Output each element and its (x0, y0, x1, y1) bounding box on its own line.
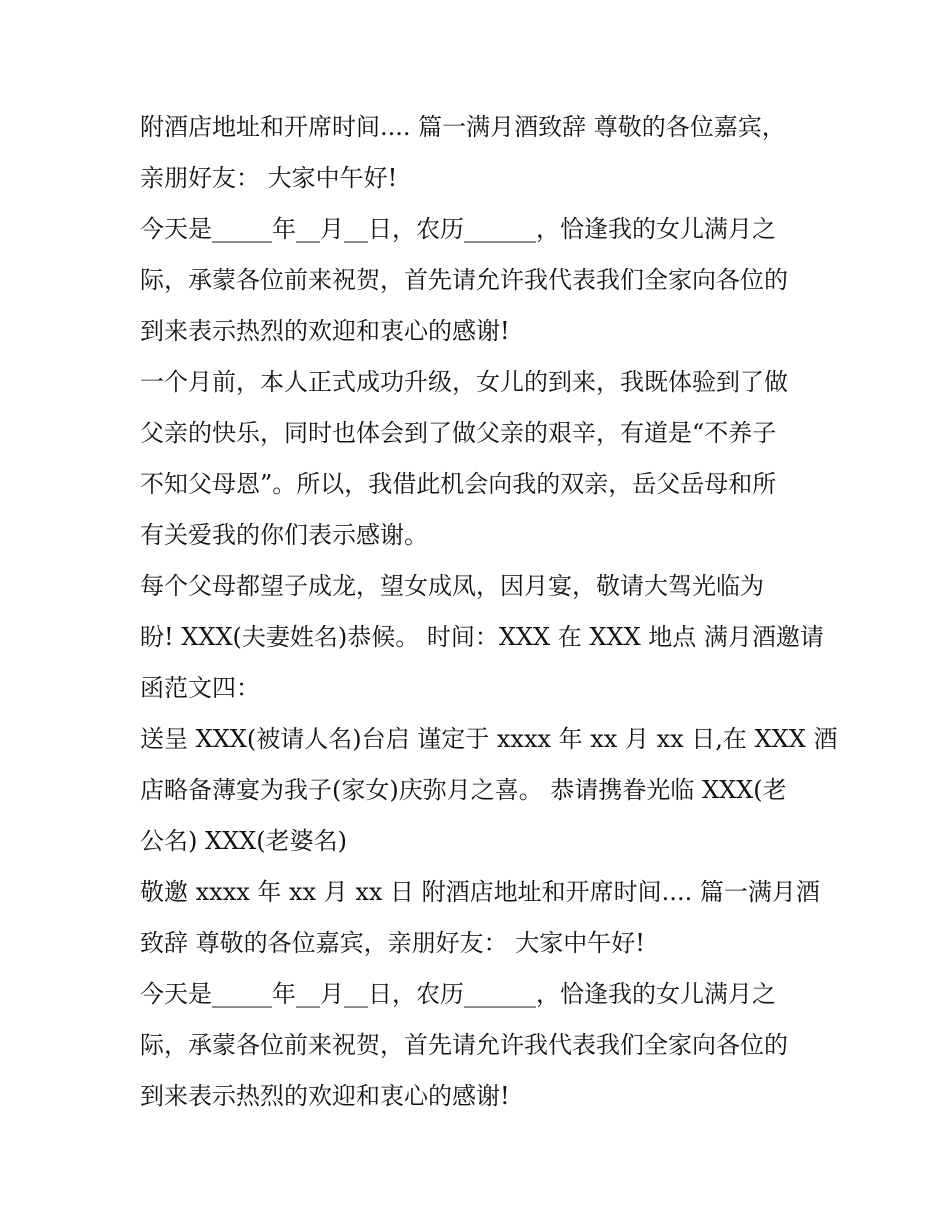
text-line: 一个月前，本人正式成功升级，女儿的到来，我既体验到了做 (140, 368, 788, 396)
text-line: 父亲的快乐，同时也体会到了做父亲的艰辛，有道是“不养子 (140, 419, 777, 447)
text-line: 际，承蒙各位前来祝贺，首先请允许我代表我们全家向各位的 (140, 266, 788, 294)
text-line: 亲朋好友： 大家中午好! (140, 164, 398, 192)
text-line: 今天是_____年__月__日，农历______，恰逢我的女儿满月之 (140, 980, 776, 1008)
text-line: 到来表示热烈的欢迎和衷心的感谢! (140, 317, 510, 345)
text-line: 附酒店地址和开席时间.... 篇一满月酒致辞 尊敬的各位嘉宾， (140, 113, 786, 141)
text-line: 函范文四： (140, 674, 260, 702)
text-line: 有关爱我的你们表示感谢。 (140, 521, 428, 549)
document-body (140, 102, 838, 1122)
text-line: 每个父母都望子成龙，望女成凤，因月宴，敬请大驾光临为 (140, 572, 764, 600)
text-line: 敬邀 xxxx 年 xx 月 xx 日 附酒店地址和开席时间.... 篇一满月酒 (140, 878, 820, 906)
text-line: 盼! XXX(夫妻姓名)恭候。 时间：XXX 在 XXX 地点 满月酒邀请 (140, 623, 824, 651)
text-line: 致辞 尊敬的各位嘉宾，亲朋好友： 大家中午好! (140, 929, 645, 957)
text-line: 公名) XXX(老婆名) (140, 827, 347, 855)
text-line: 送呈 XXX(被请人名)台启 谨定于 xxxx 年 xx 月 xx 日,在 XXX 酒 (140, 725, 838, 753)
text-line: 际，承蒙各位前来祝贺，首先请允许我代表我们全家向各位的 (140, 1031, 788, 1059)
text-line: 今天是_____年__月__日，农历______，恰逢我的女儿满月之 (140, 215, 776, 243)
text-line: 店略备薄宴为我子(家女)庆弥月之喜。 恭请携眷光临 XXX(老 (140, 776, 787, 804)
text-line: 不知父母恩”。所以，我借此机会向我的双亲，岳父岳母和所 (140, 470, 777, 498)
text-line: 到来表示热烈的欢迎和衷心的感谢! (140, 1082, 510, 1110)
